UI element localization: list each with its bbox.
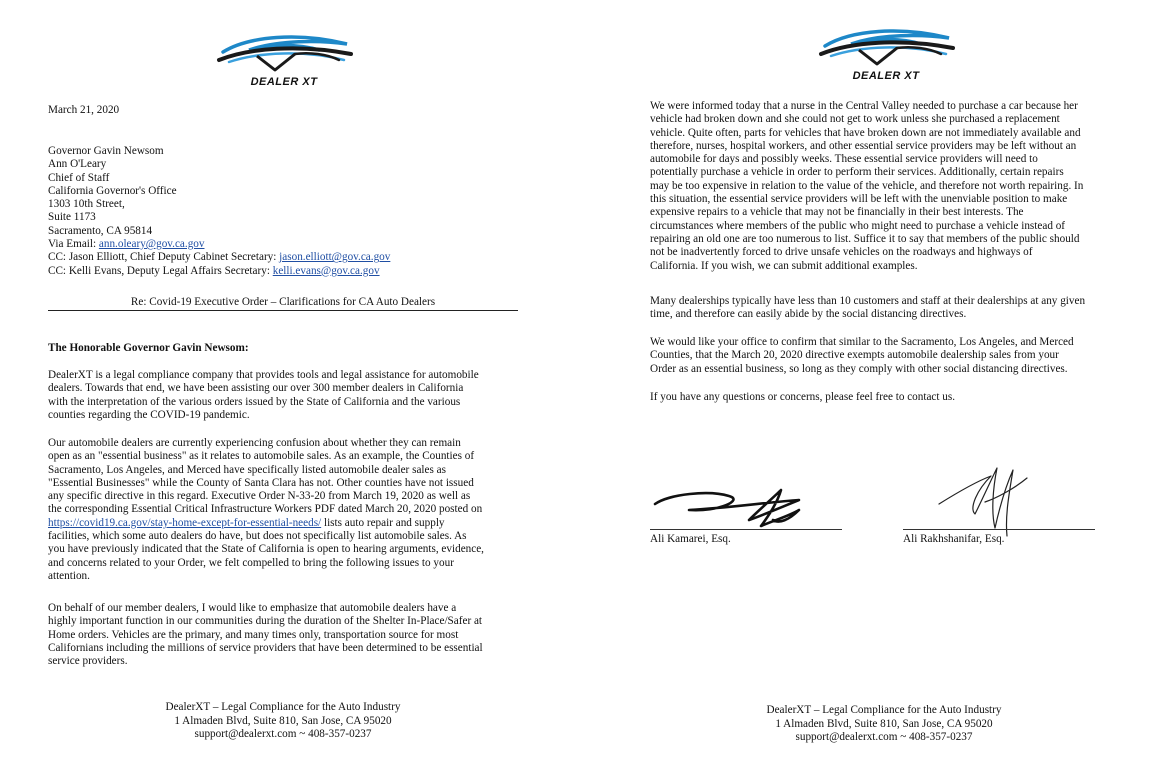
paragraph-line: this situation, the essential service providers will be left with the unenviable position to make [650,193,1068,206]
paragraph-line: service providers. [48,655,128,668]
via-email-label: Via Email: [48,238,99,251]
address-line: California Governor's Office [48,184,177,197]
cc-label: CC: Jason Elliott, Chief Deputy Cabinet Secretary: [48,251,280,264]
paragraph-line: Our automobile dealers are currently experiencing confusion about whether they can remain [48,437,461,449]
footer-line: DealerXT – Legal Compliance for the Auto Industry [766,704,1002,716]
signer-name: Ali Kamarei, Esq. [650,533,731,545]
paragraph-line: time, and therefore can easily abide by the social distancing directives. [650,308,967,321]
address-line: Ann O'Leary [48,158,107,171]
footer-line: 1 Almaden Blvd, Suite 810, San Jose, CA 95020 [174,714,392,727]
date-text: March 21, 2020 [48,104,120,116]
body-paragraph-3 [650,336,1074,376]
paragraph-line: and concerns related to your Order, we felt compelled to bring the following issues to your [48,556,454,569]
paragraph-line: Californians including the millions of service providers that have been determined to be essential [48,641,483,654]
signature-line [650,529,842,530]
paragraph-line: automobile for days and possibly weeks. These essential service providers will need to [650,153,1038,166]
paragraph-line: not be inadvertently forced to drive unsafe vehicles on the roadways and highways of [650,246,1033,259]
paragraph-line: "Essential Businesses" while the County of Santa Clara has not. Other counties have not issued [48,476,474,489]
paragraph-line: the corresponding Essential Critical Infrastructure Workers PDF dated March 20, 2020 posted on [48,503,483,516]
car-logo-icon [811,24,961,72]
body-paragraph-4 [650,391,955,404]
dealerxt-logo [811,24,961,86]
address-line: Sacramento, CA 95814 [48,224,153,237]
paragraph-line: counties regarding the COVID-19 pandemic. [48,408,250,421]
subject-line: Re: Covid-19 Executive Order – Clarifications for CA Auto Dealers [130,296,436,308]
paragraph-line: vehicle. Quite often, parts for vehicles that have broken down are not immediately available and [650,126,1081,139]
cc-email-link[interactable]: kelli.evans@gov.ca.gov [272,264,380,277]
paragraph-line: Home orders. Vehicles are the primary, and many times only, transportation source for most [48,628,459,641]
salutation: The Honorable Governor Gavin Newsom: [48,342,249,354]
cc-label: CC: Kelli Evans, Deputy Legal Affairs Secretary: [48,264,273,277]
body-paragraph-1 [48,369,479,422]
cc-email-link[interactable]: jason.elliott@gov.ca.gov [279,251,391,264]
paragraph-line: facilities, which some auto dealers do have, but does not specifically list automobile sales. As [48,530,467,543]
logo-wordmark: DEALER XT [250,76,318,88]
paragraph-line: We were informed today that a nurse in the Central Valley needed to purchase a car because her [650,100,1078,112]
subject-divider [48,310,518,311]
paragraph-line: circumstances where members of the public who might need to purchase a vehicle instead of [650,219,1066,232]
via-email-line [48,238,390,251]
logo-wordmark: DEALER XT [852,70,920,82]
letter-page-2 [585,0,1170,781]
footer-line: 1 Almaden Blvd, Suite 810, San Jose, CA 95020 [775,717,993,730]
footer-line: support@dealerxt.com ~ 408-357-0237 [795,731,973,743]
body-paragraph-1 [650,100,1083,273]
signer-name: Ali Rakhshanifar, Esq. [903,533,1005,545]
paragraph-line: Counties, that the March 20, 2020 directive exempts automobile dealership sales from your [650,349,1059,362]
page-footer [133,701,433,742]
paragraph-line: vehicle had broken down and she could not get to work unless she purchased a replacement [650,113,1060,126]
address-line: Suite 1173 [48,211,96,224]
address-line: Chief of Staff [48,171,110,184]
signature-kamarei [649,480,829,530]
cc-line [48,251,390,264]
footer-line: support@dealerxt.com ~ 408-357-0237 [194,728,372,740]
paragraph-line: may be too expensive in relation to the value of the vehicle, and therefore not worth repairing. In [650,179,1084,192]
dealerxt-logo [209,30,359,92]
address-line: Governor Gavin Newsom [48,145,164,157]
body-paragraph-3 [48,602,483,668]
paragraph-line: Order as an essential business, so long as they comply with other social distancing directives. [650,362,1068,375]
paragraph-line: If you have any questions or concerns, please feel free to contact us. [650,391,956,403]
page-footer [734,704,1034,745]
paragraph-line: On behalf of our member dealers, I would like to emphasize that automobile dealers have a [48,602,457,614]
paragraph-line: We would like your office to confirm that similar to the Sacramento, Los Angeles, and Merced [650,336,1074,348]
recipient-address [48,145,390,278]
paragraph-line: Many dealerships typically have less than 10 customers and staff at their dealerships at any given [650,295,1086,307]
paragraph-line: dealers. Towards that end, we have been assisting our over 300 member dealers in California [48,382,464,395]
paragraph-line: attention. [48,569,90,582]
paragraph-line: highly important function in our communities during the duration of the Shelter In-Place/Safer at [48,615,483,628]
letter-date [48,104,119,117]
paragraph-line: California. If you wish, we can submit additional examples. [650,259,918,272]
address-line: 1303 10th Street, [48,198,125,211]
car-logo-icon [209,30,359,78]
paragraph-line: potentially purchase a vehicle in order to perform their services. Additionally, certain repairs [650,166,1064,179]
via-email-link[interactable]: ann.oleary@gov.ca.gov [98,238,205,251]
covid-website-link[interactable]: https://covid19.ca.gov/stay-home-except-for-essential-needs/ [48,516,322,529]
body-paragraph-2 [48,437,484,583]
paragraph-line: any specific directive in this regard. Executive Order N-33-20 from March 19, 2020 as well as [48,490,471,503]
body-paragraph-2 [650,295,1085,322]
signature-line [903,529,1095,530]
paragraph-line: expensive repairs to a vehicle that may not be financially in their best interests. The [650,206,1024,219]
link-tail-text: lists auto repair and supply [321,516,445,529]
paragraph-line [48,517,484,530]
paragraph-line: Sacramento, Los Angeles, and Merced have specifically listed automobile dealer sales as [48,463,446,476]
paragraph-line: open as an "essential business" as it relates to automobile sales. As an example, the Counties of [48,450,475,463]
paragraph-line: DealerXT is a legal compliance company that provides tools and legal assistance for automobile [48,369,479,381]
paragraph-line: with the interpretation of the various orders issued by the State of California and the various [48,395,461,408]
cc-line [48,265,390,278]
paragraph-line: repairing an old one are too numerous to list. Suffice it to say that members of the public should [650,232,1080,245]
paragraph-line: you have previously indicated that the State of California is open to hearing arguments, evidence, [48,543,484,556]
footer-line: DealerXT – Legal Compliance for the Auto Industry [165,701,401,713]
paragraph-line: therefore, nurses, hospital workers, and other essential service providers may be left without an [650,139,1077,152]
